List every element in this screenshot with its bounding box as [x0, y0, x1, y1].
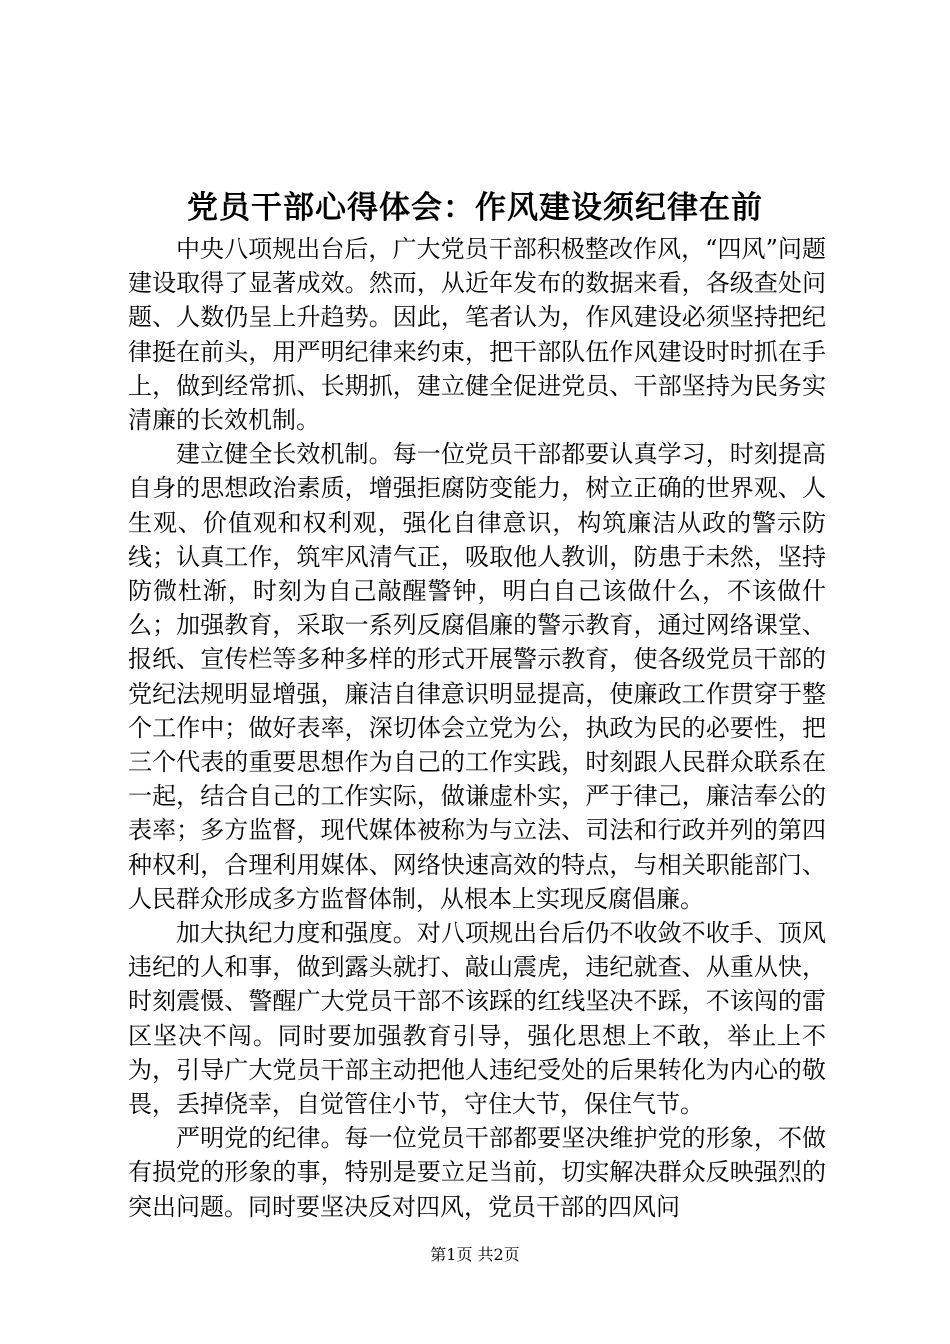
document-title: 党员干部心得体会：作风建设须纪律在前: [187, 190, 763, 226]
document-body: [128, 232, 826, 1224]
paragraph-long-term-mechanism: 建立健全长效机制。每一位党员干部都要认真学习，时刻提高自身的思想政治素质，增强拒腐防变能力，树立正确的世界观、人生观、价值观和权利观，强化自律意识，构筑廉洁从政的警示防线；认真工作，筑牢风清气正，吸取他人教训，防患于未然，坚持防微杜渐，时刻为自己敲醒警钟，明白自己该做什么，不该做什么；加强教育，采取一系列反腐倡廉的警示教育，通过网络课堂、报纸、宣传栏等多种多样的形式开展警示教育，使各级党员干部的党纪法规明显增强，廉洁自律意识明显提高，使廉政工作贯穿于整个工作中；做好表率，深切体会立党为公，执政为民的必要性，把三个代表的重要思想作为自己的工作实践，时刻跟人民群众联系在一起，结合自己的工作实际，做谦虚朴实，严于律己，廉洁奉公的表率；多方监督，现代媒体被称为与立法、司法和行政并列的第四种权利，合理利用媒体、网络快速高效的特点，与相关职能部门、人民群众形成多方监督体制，从根本上实现反腐倡廉。: [128, 440, 826, 913]
paragraph-intro: 中央八项规出台后，广大党员干部积极整改作风，“四风”问题建设取得了显著成效。然而，从近年发布的数据来看，各级查处问题、人数仍呈上升趋势。因此，笔者认为，作风建设必须坚持把纪律挺在前头，用严明纪律来约束，把干部队伍作风建设时时抓在手上，做到经常抓、长期抓，建立健全促进党员、干部坚持为民务实清廉的长效机制。: [128, 235, 826, 435]
page-number-footer: 第1页 共2页: [430, 1245, 520, 1264]
paragraph-party-discipline: 严明党的纪律。每一位党员干部都要坚决维护党的形象，不做有损党的形象的事，特别是要立足当前，切实解决群众反映强烈的突出问题。同时要坚决反对四风，党员干部的四风问: [128, 1124, 826, 1221]
paragraph-discipline-enforcement: 加大执纪力度和强度。对八项规出台后仍不收敛不收手、顶风违纪的人和事，做到露头就打、敲山震虎，违纪就查、从重从快，时刻震慑、警醒广大党员干部不该踩的红线坚决不踩，不该闯的雷区坚决不闯。同时要加强教育引导，强化思想上不敢，举止上不为，引导广大党员干部主动把他人违纪受处的后果转化为内心的敬畏，丢掉侥幸，自觉管住小节，守住大节，保住气节。: [128, 919, 826, 1119]
